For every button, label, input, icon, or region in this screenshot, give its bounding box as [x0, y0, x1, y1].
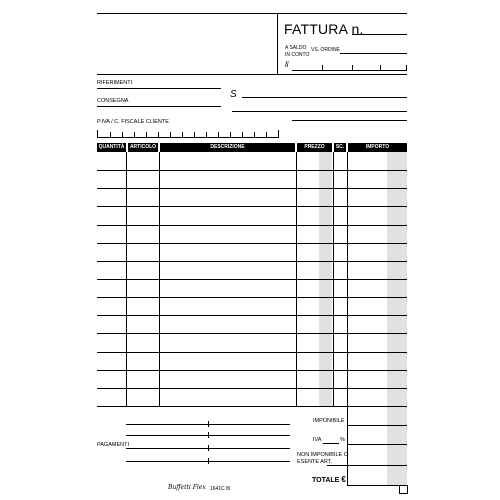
- imponibile-label: IMPONIBILE: [313, 418, 345, 424]
- piva-tick: [206, 132, 207, 137]
- order-line: [340, 53, 407, 54]
- piva-tick: [182, 132, 183, 137]
- date-tick: [322, 65, 323, 70]
- piva-tick: [266, 132, 267, 137]
- payment-divider: [208, 458, 209, 464]
- address-line-1: [242, 97, 407, 98]
- table-row: [97, 243, 407, 244]
- table-row: [97, 370, 407, 371]
- totals-divider: [347, 406, 348, 486]
- header-top-border: [97, 13, 407, 14]
- iva-label: IVA: [313, 437, 322, 443]
- piva-tick: [134, 132, 135, 137]
- piva-tick: [194, 132, 195, 137]
- form-code: 1641C 8/: [210, 486, 231, 492]
- publisher-signature: Buffetti Flex: [168, 484, 206, 491]
- table-row: [97, 297, 407, 298]
- esente-label: ESENTE ART.: [297, 459, 333, 465]
- payment-divider: [208, 445, 209, 451]
- table-bottom-border: [97, 406, 407, 407]
- invoice-title: FATTURA n.: [284, 21, 364, 37]
- totals-shade: [387, 407, 407, 485]
- col-header-descrizione: DESCRIZIONE: [160, 143, 295, 152]
- piva-label: P.IVA / C. FISCALE CLIENTE: [97, 119, 169, 125]
- table-row: [97, 388, 407, 389]
- date-prefix: li: [285, 60, 289, 69]
- piva-tick: [170, 132, 171, 137]
- invoice-number-line: [352, 34, 407, 35]
- totale-label: [312, 475, 346, 484]
- order-label: VS. ORDINE: [311, 47, 340, 53]
- table-row: [97, 352, 407, 353]
- table-row: [97, 225, 407, 226]
- corner-checkbox[interactable]: [399, 485, 408, 494]
- saldo-label: A SALDO: [285, 45, 307, 51]
- totale-text: TOTALE: [312, 477, 340, 484]
- riferimenti-label: RIFERIMENTI: [97, 80, 133, 86]
- euro-symbol: €: [341, 475, 346, 484]
- riferimenti-line: [97, 88, 221, 89]
- piva-tick: [218, 132, 219, 137]
- imponibile-line: [347, 425, 407, 426]
- date-line: [292, 70, 407, 71]
- payment-divider: [208, 421, 209, 427]
- piva-right-line: [292, 120, 407, 121]
- pagamenti-label: PAGAMENTI: [97, 442, 129, 448]
- table-row: [97, 261, 407, 262]
- iva-line: [347, 444, 407, 445]
- table-row: [97, 315, 407, 316]
- piva-tick: [110, 132, 111, 137]
- piva-line: [97, 137, 279, 138]
- col-header-sconto: SC.: [335, 144, 345, 150]
- col-header-quantita: QUANTITÀ: [98, 144, 125, 150]
- address-line-2: [232, 111, 407, 112]
- non-imponibile-label: NON IMPONIBILE O: [297, 452, 349, 458]
- piva-tick: [230, 132, 231, 137]
- piva-tick: [158, 132, 159, 137]
- col-header-importo: IMPORTO: [348, 143, 407, 152]
- piva-tick: [242, 132, 243, 137]
- s-label: S: [230, 89, 237, 100]
- consegna-line: [97, 106, 221, 107]
- col-header-articolo: ARTICOLO: [129, 144, 157, 150]
- percent-sign: %: [340, 437, 345, 443]
- date-tick: [380, 65, 381, 70]
- header-divider: [277, 13, 278, 74]
- table-row: [97, 279, 407, 280]
- piva-tick: [254, 132, 255, 137]
- totale-line: [347, 485, 407, 486]
- iva-rate-line: [323, 443, 339, 444]
- table-row: [97, 206, 407, 207]
- consegna-label: CONSEGNA: [97, 98, 129, 104]
- piva-tick: [146, 132, 147, 137]
- piva-tick: [278, 130, 279, 137]
- piva-tick: [97, 130, 98, 137]
- payment-divider: [208, 432, 209, 438]
- esente-line: [327, 465, 407, 466]
- col-header-prezzo: PREZZO: [297, 143, 332, 152]
- table-row: [97, 170, 407, 171]
- table-row: [97, 333, 407, 334]
- date-tick: [352, 65, 353, 70]
- header-bottom-border: [97, 74, 407, 75]
- table-row: [97, 188, 407, 189]
- date-tick: [406, 65, 407, 70]
- in-conto-label: IN CONTO: [285, 52, 310, 58]
- piva-tick: [122, 132, 123, 137]
